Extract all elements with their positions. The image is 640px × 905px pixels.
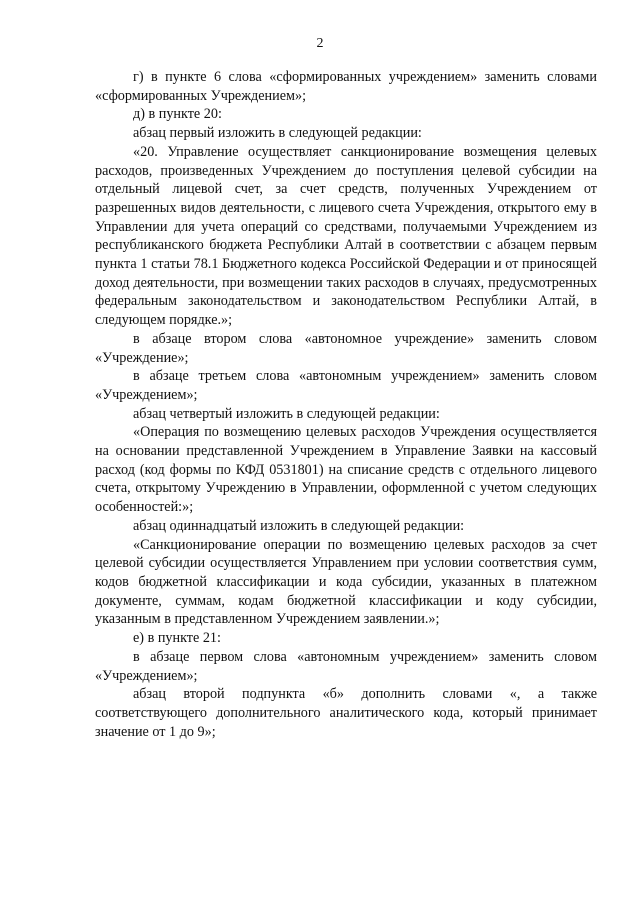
paragraph: в абзаце втором слова «автономное учреждение» заменить словом «Учреждение»;: [95, 330, 597, 366]
paragraph-quote: «Санкционирование операции по возмещению целевых расходов за счет целевой субсидии осуществляется Управлением при условии соответствия сумм, кодов бюджетной классификации и кода субсидии, указанных в платежном документе, суммам, кодам бюджетной классификации и коду субсидии, указанным в представленном Учреждением заявлении.»;: [95, 536, 597, 628]
paragraph-item-e: е) в пункте 21:: [133, 630, 221, 647]
paragraph: абзац второй подпункта «б» дополнить словами «, а также соответствующего дополнительного аналитического кода, который принимает значение от 1 до 9»;: [95, 686, 597, 740]
paragraph-item-g: г) в пункте 6 слова «сформированных учреждением» заменить словами «сформированных Учреждением»;: [95, 69, 597, 104]
paragraph: абзац первый изложить в следующей редакции:: [133, 125, 422, 142]
paragraph-quote: «20. Управление осуществляет санкционирование возмещения целевых расходов, произведенных Учреждением до поступления целевой субсидии на отдельный лицевой счет, за счет средств, полученных Учреждением от разрешенных видов деятельности, с лицевого счета Учреждения, открытого ему в Управлении для учета операций со средствами, получаемыми Учреждением из республиканского бюджета Республики Алтай в соответствии с абзацем первым пункта 1 статьи 78.1 Бюджетного кодекса Российской Федерации и от приносящей доход деятельности, при возмещении таких расходов в случаях, предусмотренных федеральным законодательством и законодательством Республики Алтай, в следующем порядке.»;: [95, 143, 597, 329]
paragraph: в абзаце третьем слова «автономным учреждением» заменить словом «Учреждением»;: [95, 368, 597, 403]
document-body: [95, 68, 597, 741]
paragraph-item-d: д) в пункте 20:: [133, 106, 222, 123]
paragraph: абзац одиннадцатый изложить в следующей редакции:: [133, 517, 465, 534]
paragraph-quote: «Операция по возмещению целевых расходов Учреждения осуществляется на основании представленной Учреждением в Управление Заявки на кассовый расход (код формы по КФД 0531801) на списание средств с отдельного лицевого счета, открытому Учреждению в Управлении, оформленной с учетом следующих особенностей:»;: [95, 424, 597, 516]
paragraph: в абзаце первом слова «автономным учреждением» заменить словом «Учреждением»;: [95, 648, 597, 684]
page-number: 2: [316, 36, 324, 51]
paragraph: абзац четвертый изложить в следующей редакции:: [133, 405, 440, 422]
